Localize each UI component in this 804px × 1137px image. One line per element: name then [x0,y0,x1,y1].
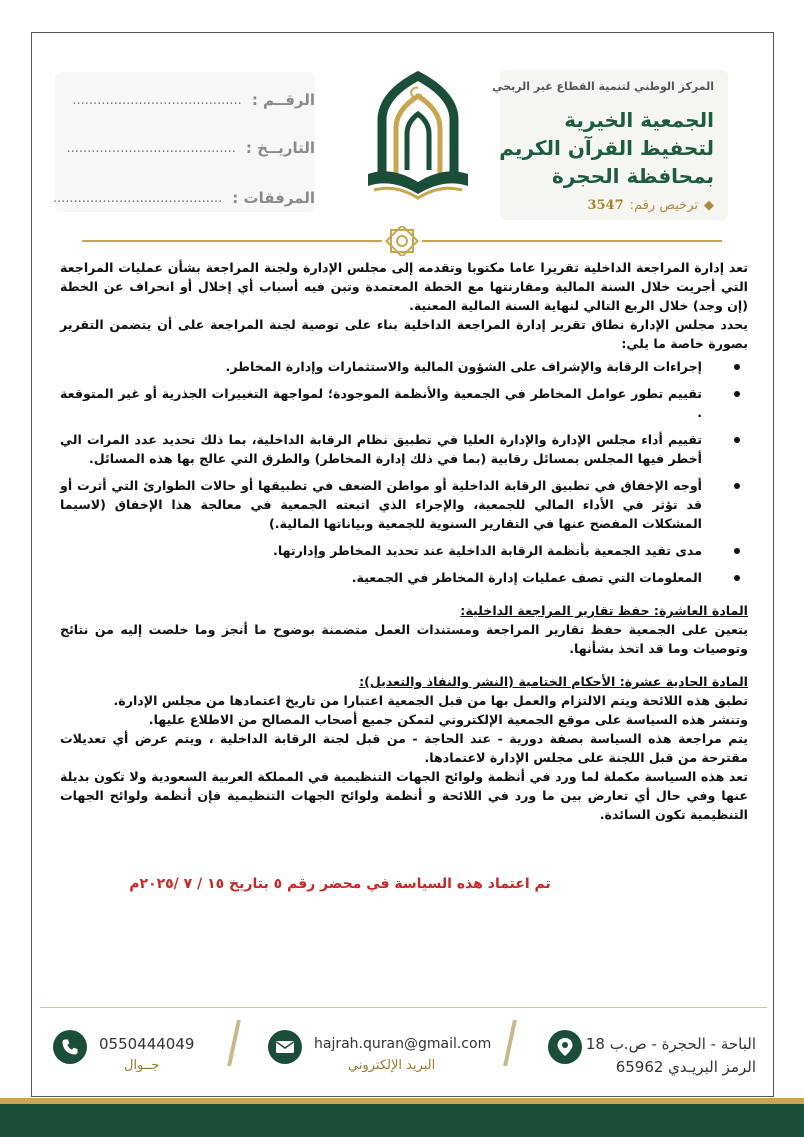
list-item-text: المعلومات التي تصف عمليات إدارة المخاطر في الجمعية. [351,570,702,585]
field-number-dots: ......................................... [72,92,242,108]
star-ornament-icon [386,226,417,256]
email-label: البريد الإلكتروني [348,1058,436,1073]
bullet-icon [734,437,740,443]
license-info [587,198,714,213]
bullet-icon [734,391,740,397]
document-body [60,258,748,824]
bullet-icon [734,483,740,489]
field-number-label: الرقــم : [251,91,315,109]
paragraph-2: يحدد مجلس الإدارة نطاق تقرير إدارة المراجعة الداخلية بناء على توصية لجنة المراجعة على أن يتضمن التقرير بصورة خاصة ما يلي: [60,317,748,351]
license-label: ترخيص رقم: [629,198,698,213]
bullet-icon [734,364,740,370]
field-date-label: التاريــخ : [245,139,315,157]
article-11-line: يتم مراجعة هذه السياسة بصفة دورية - عند الحاجة - من قبل لجنة الرقابة الداخلية ، ويتم عرض أي تعديلات مقترحة من قبل اللجنة على مجلس الإدارة لاعتمادها. [60,731,748,765]
address-line1: الباحة - الحجرة - ص.ب 18 [585,1035,756,1053]
list-item-text: تقييم أداء مجلس الإدارة والإدارة العليا في تطبيق نظام الرقابة الداخلية، بما ذلك تحديد عدد المرات الي أخطر فيها المجلس بمسائل رقابية (بما في ذلك إدارة المخاطر) والطرق التي عالج بها هذه المسائل. [60,432,702,466]
bullet-icon [734,575,740,581]
org-name-line2: لتحفيظ القرآن الكريم [499,136,714,160]
list-item [60,384,748,422]
article-11-line: وتنشر هذه السياسة على موقع الجمعية الإلكتروني لتمكن جميع أصحاب المصالح من الاطلاع عليها. [148,712,748,727]
footer-divider [40,1007,767,1008]
diamond-bullet-icon: ◆ [704,198,714,213]
list-item-text: تقييم تطور عوامل المخاطر في الجمعية والأنظمة الموجودة؛ لمواجهة التغييرات الجذرية أو غير المتوقعة . [60,386,702,420]
list-item-text: مدى تقيد الجمعية بأنظمة الرقابة الداخلية عند تحديد المخاطر وإدارتها. [273,543,702,558]
envelope-icon [268,1030,302,1064]
email-address[interactable]: hajrah.quran@gmail.com [314,1036,492,1052]
list-item [60,430,748,468]
org-name-line3: بمحافظة الحجرة [552,164,714,188]
phone-icon [53,1030,87,1064]
field-attachments-dots: ......................................... [52,190,223,206]
list-item-text: إجراءات الرقابة والإشراف على الشؤون المالية والاستثمارات وإدارة المخاطر. [225,359,702,374]
field-attachments [52,186,315,210]
field-date [65,136,315,160]
list-item [60,357,748,376]
phone-label: جــوال [124,1058,160,1073]
list-item [60,476,748,533]
address-line2: الرمز البريـدي 65962 [615,1058,756,1076]
footer-green-bar [0,1104,804,1137]
parent-org-name: المركز الوطني لتنمية القطاع غير الربحي [492,80,714,93]
report-items-list [60,357,748,587]
mosque-book-logo [362,70,474,202]
article-11-line: تطبق هذه اللائحة ويتم الالتزام والعمل بها من قبل الجمعية اعتبارا من تاريخ اعتمادها من مجلس الإدارة. [113,693,748,708]
bullet-icon [734,548,740,554]
list-item-text: أوجه الإخفاق في تطبيق الرقابة الداخلية أو مواطن الضعف في تطبيقها أو حالات الطوارئ التي أثرت أو قد تؤثر في الأداء المالي للجمعية، والإجراء الذي اتبعته الجمعية في معالجة هذا الإخفاق (لاسيما المشكلات المفصح عنها في التقارير السنوية للجمعية وبياناتها المالية.) [60,478,702,531]
approval-statement: تم اعتماد هذه السياسة في محضر رقم ٥ بتاريخ ١٥ / ٧ /٢٠٢٥م [129,876,551,892]
header-divider [82,226,722,256]
paragraph-1: تعد إدارة المراجعة الداخلية تقريرا عاما مكتوبا وتقدمه إلى مجلس الإدارة ولجنة المراجعة بشأن عمليات المراجعة التي أجريت خلال السنة المالية ومقارنتها مع الخطة المعتمدة وتبن فيه أسباب أي إخلال أو انحراف عن الخطة (إن وجد) خلال الربع التالي لنهاية السنة المالية المعنية. [60,260,748,313]
org-name-line1: الجمعية الخيرية [564,108,714,132]
organization-box [492,70,728,220]
article-11-title: المادة الحادية عشرة: الأحكام الختامية (النشر والنفاذ والتعديل): [359,674,748,689]
phone-number[interactable]: 0550444049 [99,1035,195,1053]
list-item [60,541,748,560]
location-pin-icon [548,1030,582,1064]
article-10-text: يتعين على الجمعية حفظ تقارير المراجعة ومستندات العمل متضمنة بوضوح ما أنجز وما خلصت إليه من نتائج وتوصيات وما قد اتخذ بشأنها. [60,622,748,656]
license-number: 3547 [587,198,624,213]
field-number [65,88,315,112]
reference-fields-box [52,72,315,212]
article-10-title: المادة العاشرة: حفظ تقارير المراجعة الداخلية: [460,603,748,618]
article-11-line: تعد هذه السياسة مكملة لما ورد في أنظمة ولوائح الجهات التنظيمية في المملكة العربية السعودية ولا تكون بديلة عنها وفي حال أي تعارض بين ما ورد في اللائحة و أنظمة ولوائح الجهات التنظيمية فإن أنظمة ولوائح الجهات التنظيمية تكون السائدة. [60,769,748,822]
field-attachments-label: المرفقات : [232,189,315,207]
field-date-dots: ......................................... [66,140,236,156]
list-item [60,568,748,587]
